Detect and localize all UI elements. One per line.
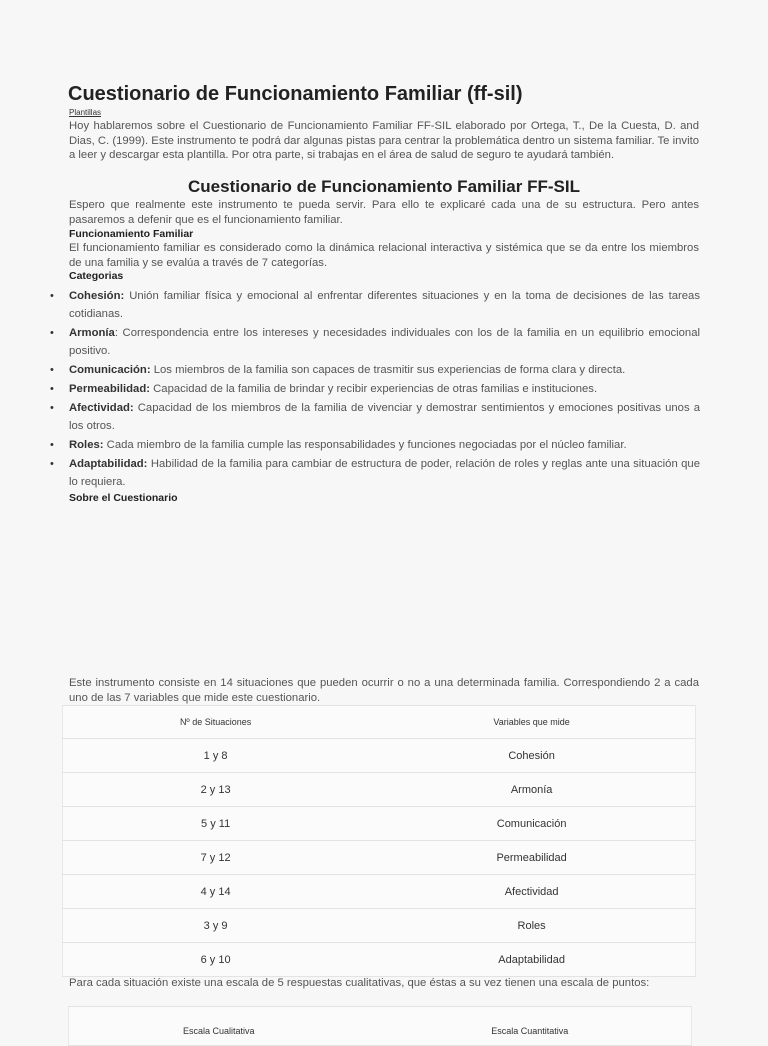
table-header-cell: Nº de Situaciones <box>63 706 369 739</box>
table-row <box>63 943 696 977</box>
table-header-row <box>69 1007 692 1046</box>
bullet-icon: • <box>50 402 54 414</box>
category-desc: Los miembros de la familia son capaces de trasmitir sus experiencias de forma clara y directa. <box>150 364 626 376</box>
table-cell: Afectividad <box>368 875 695 909</box>
table-cell: 7 y 12 <box>63 841 369 875</box>
page-title: Cuestionario de Funcionamiento Familiar (ff-sil) <box>68 83 523 105</box>
bullet-icon: • <box>50 439 54 451</box>
table-row <box>63 807 696 841</box>
category-link[interactable]: Plantillas <box>69 108 102 117</box>
category-item <box>50 436 700 454</box>
category-term: Armonía <box>69 327 115 339</box>
category-term: Afectividad: <box>69 402 134 414</box>
table-header-row <box>63 706 696 739</box>
table-cell: 5 y 11 <box>63 807 369 841</box>
table-cell: Comunicación <box>368 807 695 841</box>
table-header-cell: Escala Cualitativa <box>69 1007 369 1046</box>
category-term: Cohesión: <box>69 290 125 302</box>
table-cell: Armonía <box>368 773 695 807</box>
category-item <box>50 324 700 360</box>
table-row <box>63 739 696 773</box>
category-desc: : Correspondencia entre los intereses y necesidades individuales con los de la familia en un equilibrio emocional positivo. <box>69 327 700 357</box>
escala-paragraph: Para cada situación existe una escala de 5 respuestas cualitativas, que éstas a su vez tienen una escala de puntos: <box>69 977 650 989</box>
table-header-cell: Escala Cuantitativa <box>369 1007 692 1046</box>
category-term: Comunicación: <box>69 364 151 376</box>
table-row <box>63 909 696 943</box>
category-desc: Capacidad de la familia de brindar y recibir experiencias de otras familias e instituciones. <box>150 383 598 395</box>
category-desc: Cada miembro de la familia cumple las responsabilidades y funciones negociadas por el núcleo familiar. <box>103 439 627 451</box>
instrument-paragraph: Este instrumento consiste en 14 situaciones que pueden ocurrir o no a una determinada familia. Correspondiendo 2 a cada uno de las 7 variables que mide este cuestionario. <box>69 677 699 704</box>
table-cell: 2 y 13 <box>63 773 369 807</box>
sobre-heading: Sobre el Cuestionario <box>69 492 178 504</box>
category-item <box>50 399 700 435</box>
funcionamiento-paragraph: El funcionamiento familiar es considerado como la dinámica relacional interactiva y sistémica que se da entre los miembros de una familia y se evalúa a través de 7 categorías. <box>69 242 699 269</box>
category-desc: Habilidad de la familia para cambiar de estructura de poder, relación de roles y reglas ante una situación que lo requiera. <box>69 458 700 488</box>
category-desc: Capacidad de los miembros de la familia de vivenciar y demostrar sentimientos y emociones positivas unos a los otros. <box>69 402 700 432</box>
category-term: Adaptabilidad: <box>69 458 148 470</box>
table-row <box>63 773 696 807</box>
table-cell: 6 y 10 <box>63 943 369 977</box>
bullet-icon: • <box>50 327 54 339</box>
category-term: Roles: <box>69 439 104 451</box>
table-header-cell: Variables que mide <box>368 706 695 739</box>
table-cell: Roles <box>368 909 695 943</box>
category-term: Permeabilidad: <box>69 383 150 395</box>
espero-paragraph: Espero que realmente este instrumento te pueda servir. Para ello te explicaré cada una de su estructura. Pero antes pasaremos a defenir que es el funcionamiento familiar. <box>69 199 699 226</box>
bullet-icon: • <box>50 290 54 302</box>
situations-table <box>62 705 696 977</box>
table-row <box>63 875 696 909</box>
category-item <box>50 380 700 398</box>
table-cell: 4 y 14 <box>63 875 369 909</box>
bullet-icon: • <box>50 458 54 470</box>
categories-heading: Categorias <box>69 270 124 282</box>
table-cell: 3 y 9 <box>63 909 369 943</box>
table-cell: Permeabilidad <box>368 841 695 875</box>
intro-paragraph: Hoy hablaremos sobre el Cuestionario de Funcionamiento Familiar FF-SIL elaborado por Ortega, T., De la Cuesta, D. and Dias, C. (1999). Este instrumento te podrá dar algunas pistas para centrar la problemática dentro un sistema familiar. Te invito a leer y descargar esta plantilla. Por otra parte, si trabajas en el área de salud de seguro te ayudará también. <box>69 120 699 161</box>
funcionamiento-heading: Funcionamiento Familiar <box>69 228 194 240</box>
section-title: Cuestionario de Funcionamiento Familiar FF-SIL <box>188 177 580 196</box>
category-desc: Unión familiar física y emocional al enfrentar diferentes situaciones y en la toma de decisiones de las tareas cotidianas. <box>69 290 700 320</box>
table-cell: 1 y 8 <box>63 739 369 773</box>
scale-table <box>68 1006 692 1046</box>
table-row <box>63 841 696 875</box>
category-item <box>50 361 700 379</box>
table-cell: Adaptabilidad <box>368 943 695 977</box>
table-cell: Cohesión <box>368 739 695 773</box>
category-item <box>50 287 700 323</box>
bullet-icon: • <box>50 383 54 395</box>
category-item <box>50 455 700 491</box>
categories-list <box>50 287 700 492</box>
bullet-icon: • <box>50 364 54 376</box>
